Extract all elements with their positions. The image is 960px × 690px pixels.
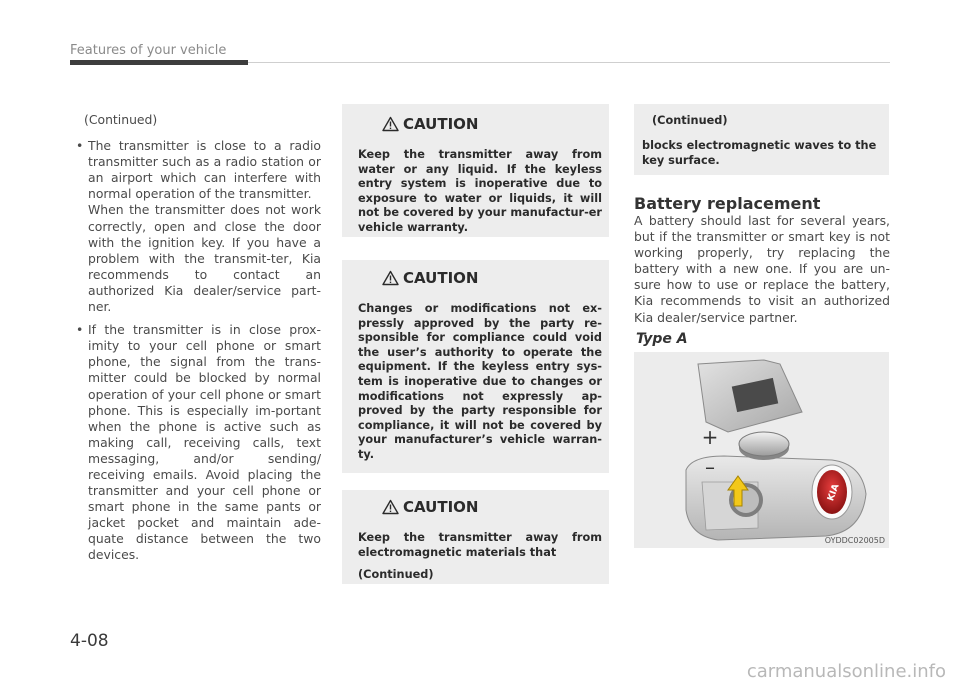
bullet-dot: • [76, 322, 84, 338]
caution-box [342, 104, 609, 237]
battery-paragraph: A battery should last for several years, but if the transmitter or smart key is not working properly, try replacing the battery with a new one. If you are un-sure how to use or replace the battery, Kia recommends to visit an authorized Kia dealer/service partner. [634, 213, 890, 325]
continued-box [634, 104, 889, 175]
header-divider [248, 62, 890, 63]
figure-code: OYDDC02005D [824, 536, 885, 545]
caution-title-text: CAUTION [403, 498, 479, 516]
bullet-paragraph: When the transmitter does not work correctly, open and close the door with the ignition key. If you have a problem with the transmit-ter, Kia recommends to contact an authorized Kia dealer/service part-ner. [88, 202, 321, 315]
continued-label: (Continued) [84, 112, 158, 127]
battery-section-title: Battery replacement [634, 194, 821, 213]
caution-title-text: CAUTION [403, 115, 479, 133]
caution-box [342, 490, 609, 584]
page-number: 4-08 [70, 631, 109, 651]
caution-title [382, 497, 602, 517]
watermark: carmanualsonline.info [746, 661, 946, 682]
kia-logo-text: KIA [826, 482, 842, 503]
bullet-paragraph: If the transmitter is in close prox-imity to your cell phone or smart phone, the signal from the trans-mitter could be blocked by normal operation of your cell phone or smart phone. This is especially im-portant when the phone is active such as making call, receiving calls, text messaging, and/or sending/ receiving emails. Avoid placing the transmitter and your cell phone or smart phone in the same pants or jacket pocket and maintain ade-quate distance between the two devices. [88, 322, 321, 563]
key-battery-illustration [634, 352, 889, 548]
coin-battery [739, 432, 789, 460]
left-column [70, 112, 321, 571]
warning-icon [382, 116, 399, 132]
caution-title [382, 114, 602, 134]
caution-title [382, 268, 602, 288]
section-header-text: Features of your vehicle [70, 43, 227, 58]
bullet-paragraph: The transmitter is close to a radio transmitter such as a radio station or an airport which can interfere with normal operation of the transmitter. [88, 138, 321, 202]
bullet-item [70, 138, 321, 315]
minus-sign: – [705, 455, 715, 479]
header-accent-bar [70, 60, 248, 65]
caution-continued: (Continued) [358, 568, 434, 582]
caution-body: Keep the transmitter away from electromagnetic materials that [358, 531, 602, 559]
type-label: Type A [636, 331, 688, 347]
bullet-item [70, 322, 321, 563]
caution-body: Changes or modifications not ex-pressly approved by the party re-sponsible for compliance could void the user’s authority to operate the equipment. If the keyless entry sys-tem is inoperative due to changes or modifications not expressly ap-proved by the party responsible for compliance, it will not be covered by your manufacturer’s vehicle warran-ty. [358, 302, 602, 461]
warning-icon [382, 499, 399, 515]
battery-figure [634, 352, 889, 548]
bullet-dot: • [76, 138, 84, 154]
plus-sign: + [701, 425, 719, 449]
caution-title-text: CAUTION [403, 269, 479, 287]
warning-icon [382, 270, 399, 286]
continued-label: (Continued) [652, 114, 728, 127]
continued-body: blocks electromagnetic waves to the key surface. [642, 138, 877, 167]
caution-box [342, 260, 609, 473]
caution-body: Keep the transmitter away from water or any liquid. If the keyless entry system is inoperative due to exposure to water or liquids, it will not be covered by your manufactur-er vehicle warranty. [358, 148, 602, 234]
